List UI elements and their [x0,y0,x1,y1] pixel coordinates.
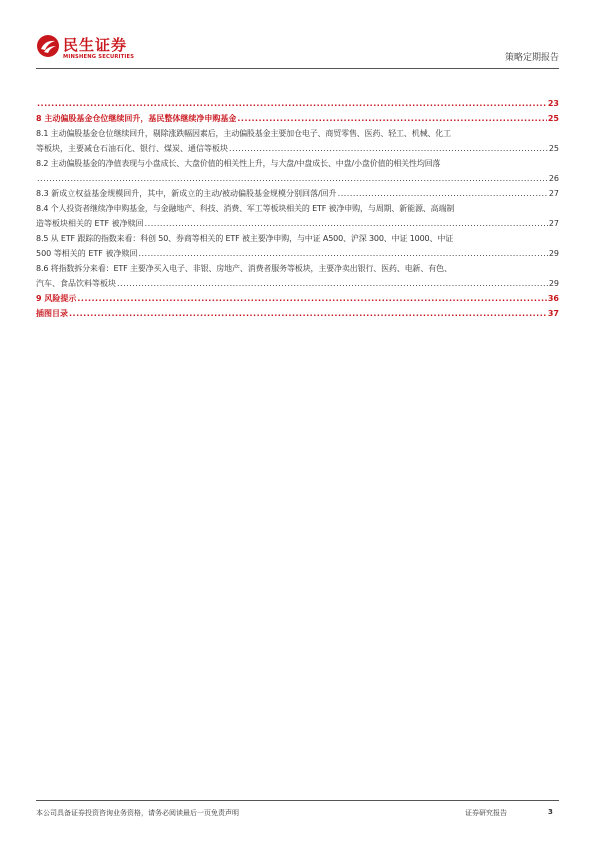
toc-entry-text-line: 8.2 主动偏股基金的净值表现与小盘成长、大盘价值的相关性上升，与大盘/中盘成长、中盘/小盘价值的相关性均回落 [36,159,441,168]
toc-chapter-entry[interactable] [36,291,559,306]
footer-report-label: 证券研究报告 [465,809,507,817]
page-header [36,30,559,70]
toc-entry-text: 9 风险提示 [36,294,77,303]
toc-page-number: 36 [547,294,559,303]
toc-dot-leader [117,276,548,291]
toc-section-entry[interactable] [36,156,559,186]
toc-section-entry[interactable] [36,126,559,156]
toc-dot-leader [37,171,548,186]
toc-chapter-entry[interactable] [36,111,559,126]
toc-page-number: 25 [547,114,559,123]
toc-section-entry[interactable] [36,201,559,231]
toc-entry-text-line: 8.6 将指数拆分来看：ETF 主要净买入电子、非银、房地产、消费者服务等板块，主要净卖出银行、医药、电新、有色、 [36,264,452,273]
toc-entry-row [36,171,559,186]
toc-entry-text-line: 8.4 个人投资者继续净申购基金，与金融地产、科技、消费、军工等板块相关的 ETF 被净申购，与周期、新能源、高端制 [36,204,455,213]
toc-page-number: 25 [548,144,559,153]
toc-entry-text: 8 主动偏股基金仓位继续回升，基民整体继续净申购基金 [36,114,237,123]
toc-section-entry[interactable] [36,231,559,261]
toc-dot-leader [237,111,547,126]
toc-entry-row [36,186,559,201]
toc-entry-row [36,111,559,126]
toc-entry-text-line: 8.1 主动偏股基金仓位继续回升，剔除涨跌幅因素后，主动偏股基金主要加仓电子、商贸零售、医药、轻工、机械、化工 [36,129,452,138]
footer-page-number: 3 [548,808,553,816]
toc-page-number: 23 [547,99,559,108]
report-type-label: 策略定期报告 [504,53,559,63]
toc-entry-row [36,216,559,231]
toc-entry-text-line: 8.5 从 ETF 跟踪的指数来看：科创 50、券商等相关的 ETF 被主要净申购，与中证 A500、沪深 300、中证 1000、中证 [36,234,454,243]
toc-chapter-entry[interactable] [36,96,559,111]
toc-entry-text: 插图目录 [36,309,68,318]
toc-entry-text: 8.3 新成立权益基金规模回升，其中，新成立的主动/被动偏股基金规模分别回落/回升 [36,189,337,198]
toc-entry-row [36,276,559,291]
toc-entry-text: 造等板块相关的 ETF 被净赎回 [36,219,144,228]
toc-entry-text: 汽车、食品饮料等板块 [36,279,116,288]
table-of-contents [36,96,559,321]
toc-section-entry[interactable] [36,261,559,291]
toc-dot-leader [69,306,547,321]
toc-page-number: 29 [548,249,559,258]
toc-entry-row [36,141,559,156]
toc-dot-leader [338,186,548,201]
toc-section-entry[interactable] [36,186,559,201]
logo-chinese-name: 民生证券 [63,36,128,54]
toc-entry-row [36,96,559,111]
toc-chapter-entry[interactable] [36,306,559,321]
footer-divider [36,800,559,801]
toc-page-number: 37 [547,309,559,318]
minsheng-logo-icon [36,34,60,58]
header-divider [36,68,559,69]
toc-dot-leader [37,96,547,111]
toc-page-number: 27 [548,189,559,198]
toc-page-number: 29 [548,279,559,288]
toc-entry-row [36,246,559,261]
toc-dot-leader [145,216,548,231]
toc-entry-row [36,306,559,321]
toc-page-number: 27 [548,219,559,228]
minsheng-logo [36,30,156,66]
toc-entry-text: 500 等相关的 ETF 被净赎回 [36,249,138,258]
toc-dot-leader [77,291,547,306]
logo-english-name: MINSHENG SECURITIES [63,54,135,60]
toc-entry-text: 等板块，主要减仓石油石化、银行、煤炭、通信等板块 [36,144,228,153]
toc-entry-row [36,291,559,306]
toc-page-number: 26 [548,174,559,183]
toc-dot-leader [229,141,548,156]
footer-disclaimer: 本公司具备证券投资咨询业务资格，请务必阅读最后一页免责声明 [36,809,239,817]
toc-dot-leader [138,246,547,261]
